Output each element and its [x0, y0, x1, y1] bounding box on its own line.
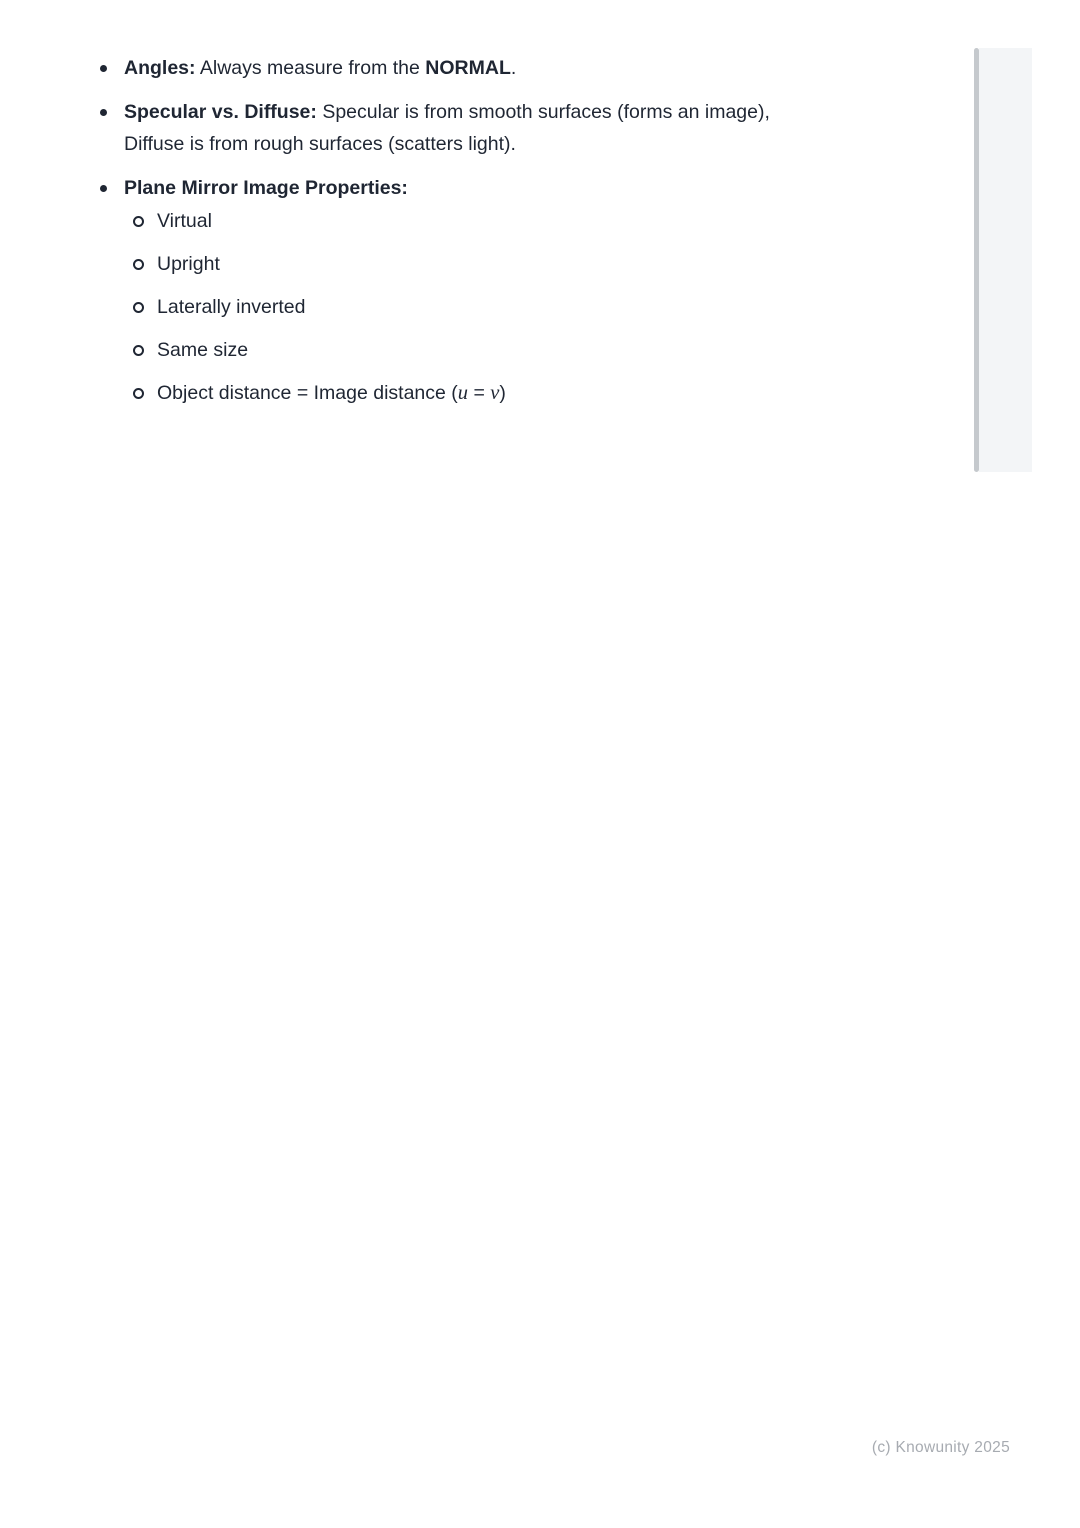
- bullet-circle-icon: [133, 345, 144, 356]
- text-segment: Laterally inverted: [157, 296, 306, 318]
- next-page-edge-panel: [979, 48, 1032, 472]
- bullet-disc-icon: [100, 109, 107, 116]
- text-segment: Virtual: [157, 210, 212, 232]
- bullet-disc-icon: [100, 185, 107, 192]
- bullet-circle-icon: [133, 388, 144, 399]
- nested-list-item: [124, 205, 830, 237]
- text-segment: ): [499, 382, 506, 404]
- bullet-circle-icon: [133, 302, 144, 313]
- bullet-disc-icon: [100, 65, 107, 72]
- text-segment: Angles:: [124, 57, 196, 79]
- nested-list-item: [124, 291, 830, 323]
- text-segment: u: [457, 382, 469, 404]
- nested-list-item: [124, 377, 830, 409]
- list-item: [100, 172, 840, 420]
- nested-list-item-text: [157, 377, 506, 409]
- list-item: [100, 96, 840, 160]
- nested-list-item-text: [157, 334, 248, 366]
- text-segment: Object distance = Image distance (: [157, 382, 458, 404]
- nested-list-item-text: [157, 248, 220, 280]
- text-segment: .: [510, 57, 517, 79]
- list-item-text: [124, 52, 830, 84]
- list-item-text: [124, 172, 830, 420]
- nested-list-item: [124, 248, 830, 280]
- notes-list: [100, 52, 840, 432]
- text-segment: Specular vs. Diffuse:: [124, 101, 317, 123]
- scrollbar-thumb[interactable]: [974, 48, 979, 472]
- list-item-text: [124, 96, 830, 160]
- text-segment: Upright: [157, 253, 220, 275]
- bullet-circle-icon: [133, 216, 144, 227]
- copyright-text: (c) Knowunity 2025: [871, 1439, 1010, 1456]
- bullet-circle-icon: [133, 259, 144, 270]
- text-segment: Same size: [157, 339, 249, 361]
- text-segment: NORMAL: [425, 57, 511, 79]
- text-segment: =: [468, 382, 491, 404]
- list-item: [100, 52, 840, 84]
- nested-list-item-text: [157, 205, 212, 237]
- nested-list-item-text: [157, 291, 306, 323]
- text-segment: Always measure from the: [195, 57, 426, 79]
- nested-list: [124, 205, 830, 409]
- text-segment: Plane Mirror Image Properties:: [124, 177, 408, 199]
- text-segment: Specular is from smooth surfaces (forms an image), Diffuse is from rough surfaces (scatters light).: [124, 101, 770, 155]
- text-segment: v: [490, 382, 500, 404]
- nested-list-item: [124, 334, 830, 366]
